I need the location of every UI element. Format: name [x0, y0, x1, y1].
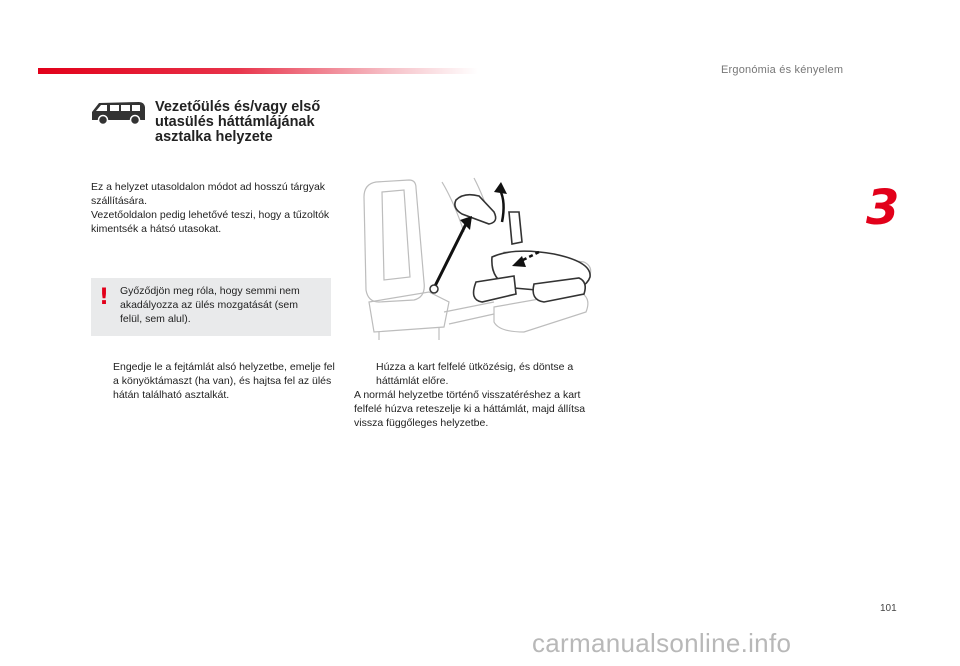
- warning-box: [91, 278, 331, 336]
- seat-illustration: [354, 172, 599, 342]
- intro-text: [91, 180, 331, 236]
- step-1: [91, 360, 336, 402]
- chapter-title: Ergonómia és kényelem: [721, 64, 844, 76]
- page-number: 101: [880, 603, 897, 614]
- step-2: [354, 360, 599, 388]
- exclamation-icon: !: [99, 285, 110, 310]
- step-2-text: Húzza a kart felfelé ütközésig, és döntse a háttámlát előre.: [376, 361, 574, 387]
- chapter-accent-bar: [38, 68, 478, 74]
- chapter-number: 3: [866, 180, 900, 236]
- intro-line-1: Ez a helyzet utasoldalon módot ad hosszú tárgyak szállítására.: [91, 181, 326, 207]
- van-icon: [89, 98, 147, 126]
- followup-text: A normál helyzetbe történő visszatéréshez a kart felfelé húzva reteszelje ki a háttámlát, majd állítsa vissza függőleges helyzetbe.: [354, 389, 586, 429]
- step-1-text: Engedje le a fejtámlát alsó helyzetbe, emelje fel a könyöktámaszt (ha van), és hajtsa fel az ülés hátán található asztalkát.: [113, 361, 335, 401]
- watermark: carmanualsonline.info: [532, 628, 792, 658]
- warning-text: Győződjön meg róla, hogy semmi nem akadályozza az ülés mozgatását (sem felül, sem alul).: [120, 285, 300, 325]
- section-title: Vezetőülés és/vagy első utasülés háttámlájának asztalka helyzete: [155, 99, 321, 145]
- intro-line-2: Vezetőoldalon pedig lehetővé teszi, hogy a tűzoltók kimentsék a hátsó utasokat.: [91, 209, 330, 235]
